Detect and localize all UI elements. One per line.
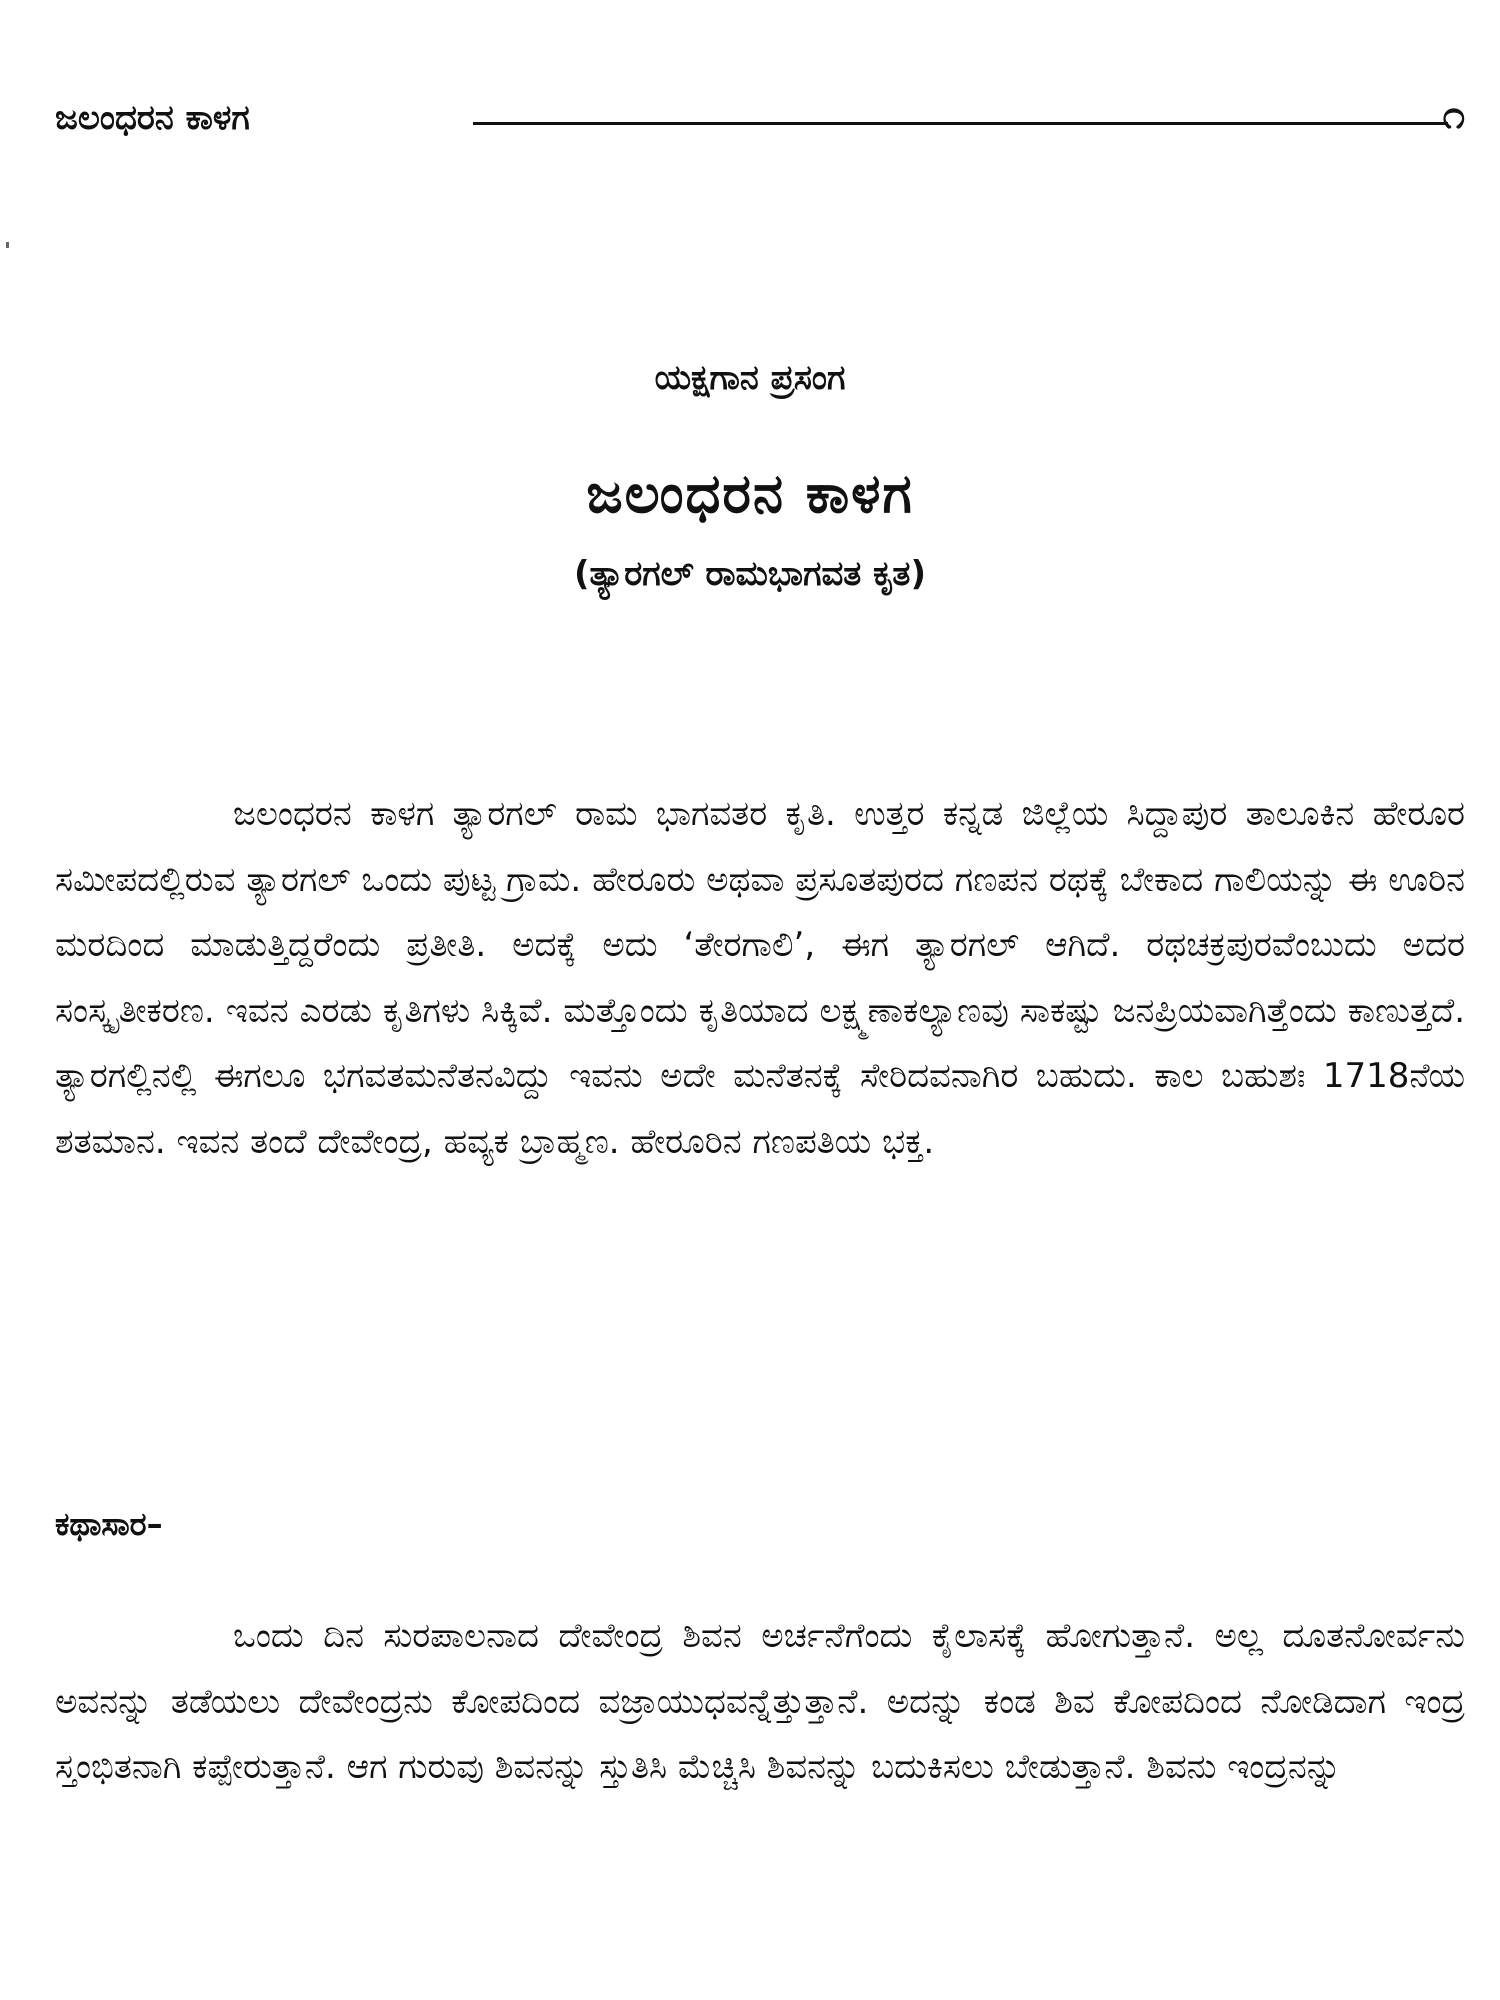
synopsis-paragraph: ಒಂದು ದಿನ ಸುರಪಾಲನಾದ ದೇವೇಂದ್ರ ಶಿವನ ಅರ್ಚನೆಗೆಂದು ಕೈಲಾಸಕ್ಕೆ ಹೋಗುತ್ತಾನೆ. ಅಲ್ಲ ದೂತನೋರ್ವನು ಅವನನ್ನು ತಡೆಯಲು ದೇವೇಂದ್ರನು ಕೋಪದಿಂದ ವಜ್ರಾಯುಧವನ್ನೆತ್ತುತ್ತಾನೆ. ಅದನ್ನು ಕಂಡ ಶಿವ ಕೋಪದಿಂದ ನೋಡಿದಾಗ ಇಂದ್ರ ಸ್ತಂಭಿತನಾಗಿ ಕಪ್ಪೇರುತ್ತಾನೆ. ಆಗ ಗುರುವು ಶಿವನನ್ನು ಸ್ತುತಿಸಿ ಮೆಚ್ಚಿಸಿ ಶಿವನನ್ನು ಬದುಕಿಸಲು ಬೇಡುತ್ತಾನೆ. ಶಿವನು ಇಂದ್ರನನ್ನು [55,1616,1465,1787]
scan-speck [6,242,9,248]
page-number: ೧ [1442,92,1465,138]
page-title: ಜಲಂಧರನ ಕಾಳಗ [586,462,914,525]
genre-subtitle: ಯಕ್ಷಗಾನ ಪ್ರಸಂಗ [654,358,846,398]
intro-paragraph: ಜಲಂಧರನ ಕಾಳಗ ತ್ಯಾರಗಲ್ ರಾಮ ಭಾಗವತರ ಕೃತಿ. ಉತ್ತರ ಕನ್ನಡ ಜಿಲ್ಲೆಯ ಸಿದ್ದಾಪುರ ತಾಲೂಕಿನ ಹೇರೂರ ಸಮೀಪದಲ್ಲಿರುವ ತ್ಯಾರಗಲ್ ಒಂದು ಪುಟ್ಟ ಗ್ರಾಮ. ಹೇರೂರು ಅಥವಾ ಪ್ರಸೂತಪುರದ ಗಣಪನ ರಥಕ್ಕೆ ಬೇಕಾದ ಗಾಲಿಯನ್ನು ಈ ಊರಿನ ಮರದಿಂದ ಮಾಡುತ್ತಿದ್ದರೆಂದು ಪ್ರತೀತಿ. ಅದಕ್ಕೆ ಅದು ‘ತೇರಗಾಲಿ’, ಈಗ ತ್ಯಾರಗಲ್ ಆಗಿದೆ. ರಥಚಕ್ರಪುರವೆಂಬುದು ಅದರ ಸಂಸ್ಕೃತೀಕರಣ. ಇವನ ಎರಡು ಕೃತಿಗಳು ಸಿಕ್ಕಿವೆ. ಮತ್ತೊಂದು ಕೃತಿಯಾದ ಲಕ್ಷ್ಮಣಾಕಲ್ಯಾಣವು ಸಾಕಷ್ಟು ಜನಪ್ರಿಯವಾಗಿತ್ತೆಂದು ಕಾಣುತ್ತದೆ. ತ್ಯಾರಗಲ್ಲಿನಲ್ಲಿ ಈಗಲೂ ಭಗವತಮನೆತನವಿದ್ದು ಇವನು ಅದೇ ಮನೆತನಕ್ಕೆ ಸೇರಿದವನಾಗಿರ ಬಹುದು. ಕಾಲ ಬಹುಶಃ 1718ನೆಯ ಶತಮಾನ. ಇವನ ತಂದೆ ದೇವೇಂದ್ರ, ಹವ್ಯಕ ಬ್ರಾಹ್ಮಣ. ಹೇರೂರಿನ ಗಣಪತಿಯ ಭಕ್ತ. [55,794,1465,1162]
running-header [55,92,1465,158]
author-line: (ತ್ಯಾರಗಲ್ ರಾಮಭಾಗವತ ಕೃತ) [574,554,926,594]
section-heading-synopsis: ಕಥಾಸಾರ– [55,1505,163,1543]
running-title: ಜಲಂಧರನ ಕಾಳಗ [55,98,250,138]
header-rule [473,122,1448,125]
